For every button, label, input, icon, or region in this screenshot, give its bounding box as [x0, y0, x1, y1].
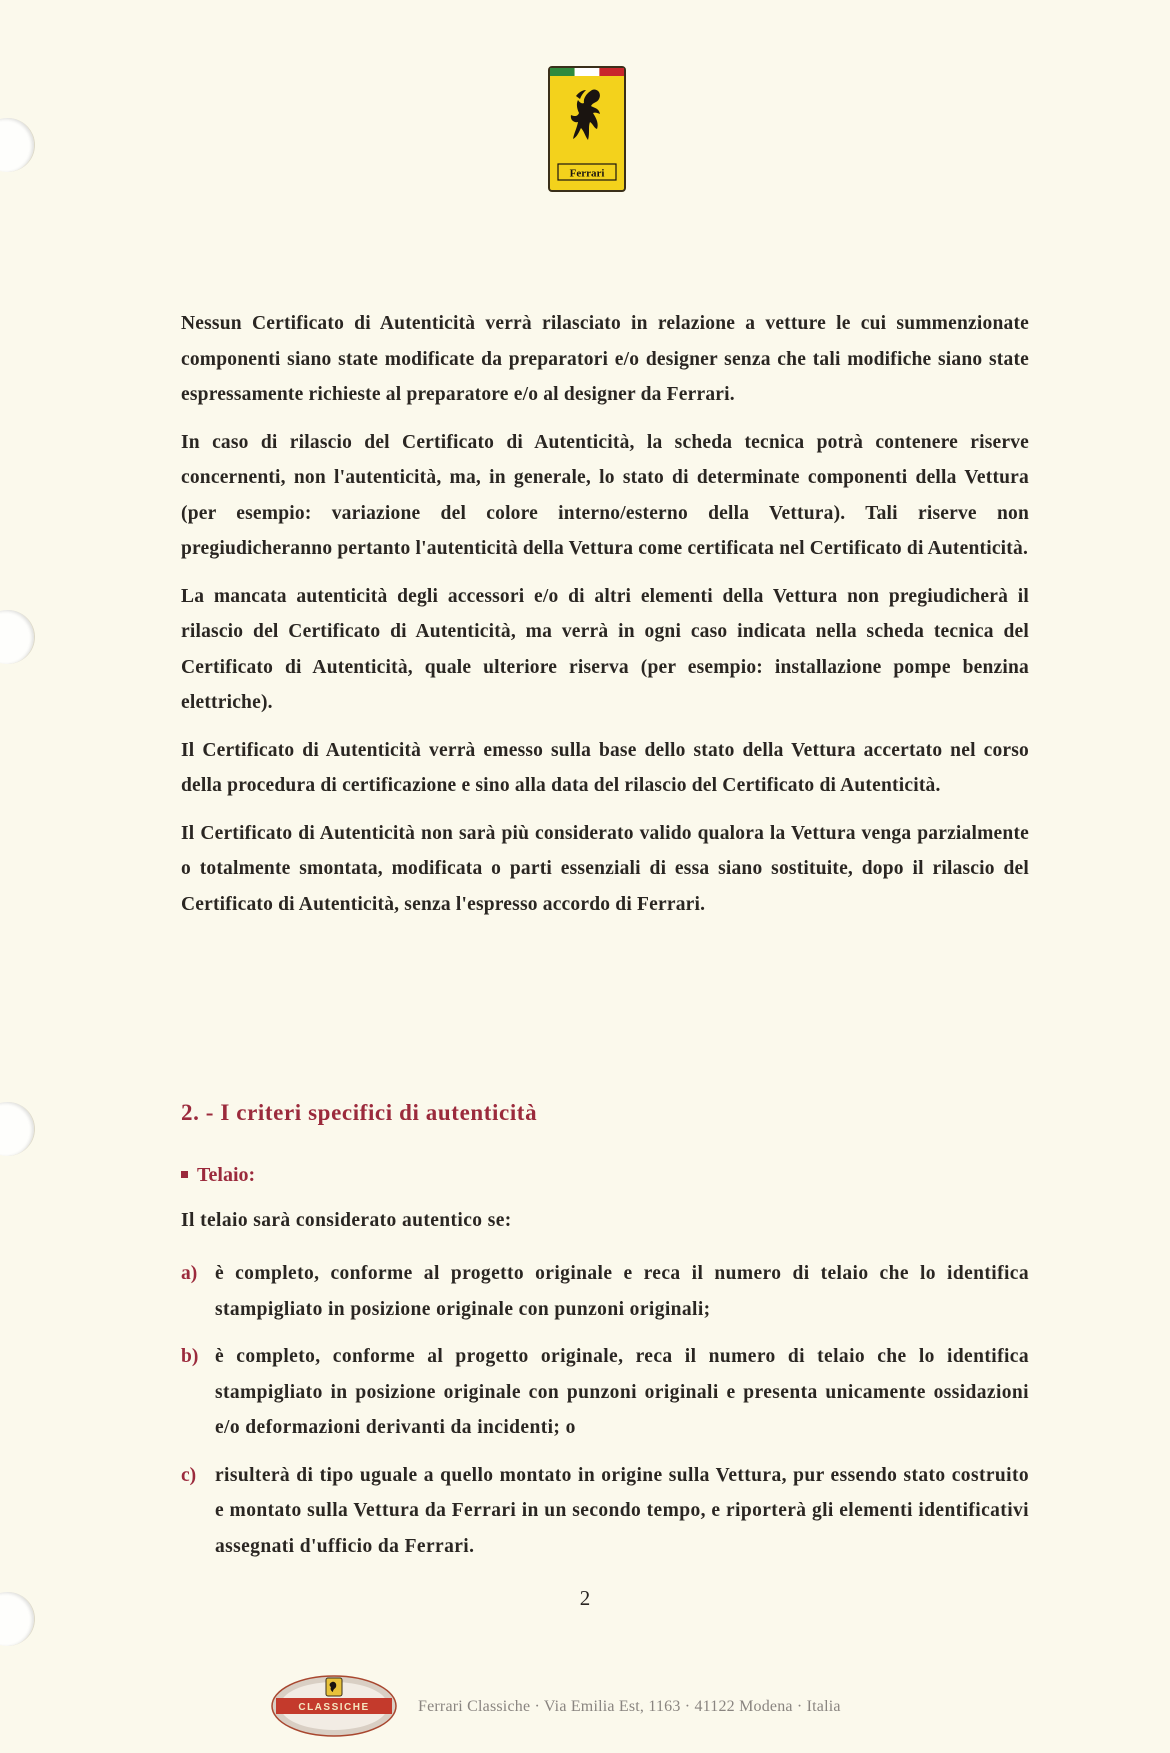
list-marker: c) [181, 1464, 197, 1486]
criteria-list [181, 1256, 1029, 1576]
prancing-horse-icon [548, 66, 626, 192]
page-number: 2 [579, 1586, 591, 1610]
list-marker: b) [181, 1346, 199, 1367]
punch-hole [0, 610, 35, 664]
intro-line: Il telaio sarà considerato autentico se: [181, 1210, 512, 1231]
paragraph: In caso di rilascio del Certificato di Autenticità, la scheda tecnica potrà contenere riserve concernenti, non l'autenticità, ma, in generale, lo stato di determinate componenti della Vettura (per esempio: variazione del colore interno/esterno della Vettura). Tali riserve non pregiudicheranno pertanto l'autenticità della Vettura come certificata nel Certificato di Autenticità. [181, 431, 1029, 559]
list-text: risulterà di tipo uguale a quello montato in origine sulla Vettura, pur essendo stato costruito e montato sulla Vettura da Ferrari in un secondo tempo, e riporterà gli elementi identificativi assegnati d'ufficio da Ferrari. [215, 1464, 1029, 1557]
list-marker: a) [181, 1263, 198, 1284]
list-item [181, 1458, 1029, 1565]
paragraph: Il Certificato di Autenticità verrà emesso sulla base dello stato della Vettura accertato nel corso della procedura di certificazione e sino alla data del rilascio del Certificato di Autenticità. [181, 739, 1029, 796]
logo-wordmark: Ferrari [569, 167, 605, 180]
list-item [181, 1256, 1029, 1327]
section-title: 2. - I criteri specifici di autenticità [181, 1100, 538, 1125]
list-item [181, 1339, 1029, 1446]
punch-hole [0, 1102, 35, 1156]
ferrari-classiche-emblem-icon [268, 1672, 400, 1740]
emblem-text: CLASSICHE [298, 1702, 370, 1713]
body-text [181, 306, 1029, 934]
subsection-heading [181, 1164, 255, 1187]
footer-address: Ferrari Classiche · Via Emilia Est, 1163 · 41122 Modena · Italia [418, 1698, 841, 1715]
list-text: è completo, conforme al progetto originale e reca il numero di telaio che lo identifica stampigliato in posizione originale con punzoni originali; [215, 1263, 1029, 1320]
list-text: è completo, conforme al progetto originale, reca il numero di telaio che lo identifica stampigliato in posizione originale con punzoni originali e presenta unicamente ossidazioni e/o deformazioni derivanti da incidenti; o [215, 1346, 1029, 1438]
subsection-label: Telaio: [197, 1164, 256, 1186]
paragraph: Il Certificato di Autenticità non sarà più considerato valido qualora la Vettura venga parzialmente o totalmente smontata, modificata o parti essenziali di essa siano sostituite, dopo il rilascio del Certificato di Autenticità, senza l'espresso accordo di Ferrari. [181, 822, 1029, 915]
paragraph: La mancata autenticità degli accessori e/o di altri elementi della Vettura non pregiudicherà il rilascio del Certificato di Autenticità, ma verrà in ogni caso indicata nella scheda tecnica del Certificato di Autenticità, quale ulteriore riserva (per esempio: installazione pompe benzina elettriche). [181, 585, 1029, 713]
punch-hole [0, 118, 35, 172]
square-bullet-icon [181, 1171, 188, 1178]
paragraph: Nessun Certificato di Autenticità verrà rilasciato in relazione a vetture le cui summenzionate componenti siano state modificate da preparatori e/o designer senza che tali modifiche siano state espressamente richieste al preparatore e/o al designer da Ferrari. [181, 313, 1029, 405]
